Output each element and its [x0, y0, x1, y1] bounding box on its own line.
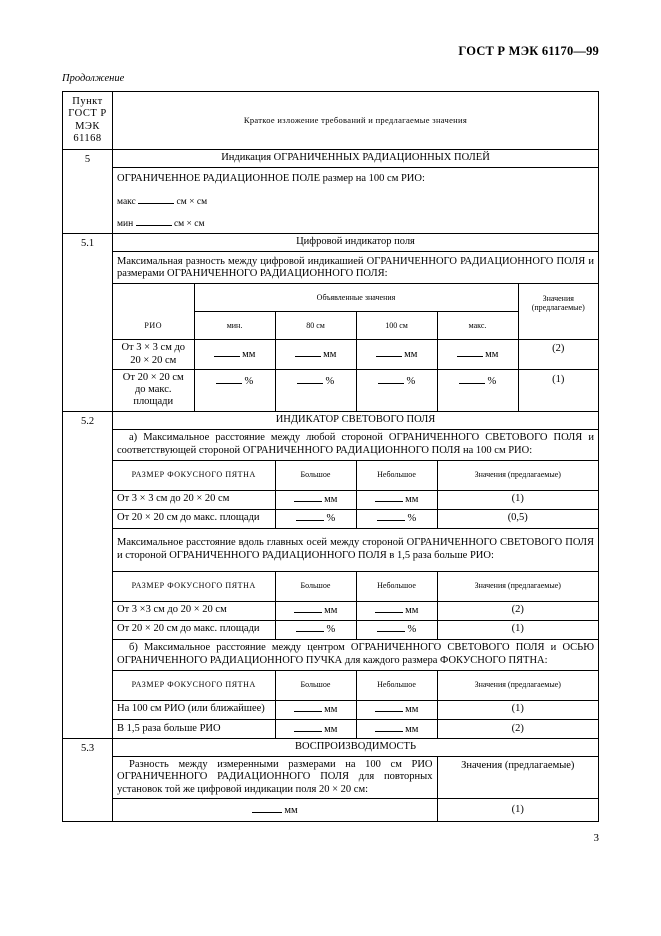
- section-text: Максимальная разность между цифровой индикашией ОГРАНИЧЕННОГО РАДИАЦИОННОГО ПОЛЯ и размерами ОГРАНИЧЕННОГО РАДИАЦИОННОГО ПОЛЯ:: [113, 252, 598, 284]
- rio-header: РИО: [113, 284, 194, 340]
- section-title: Индикация ОГРАНИЧЕННЫХ РАДИАЦИОННЫХ ПОЛЕЙ: [113, 150, 598, 168]
- section-5-1: [63, 234, 599, 412]
- table-row: От 3 × 3 см до 20 × 20 см мм мм мм мм (2): [113, 340, 598, 370]
- page-number: 3: [593, 832, 599, 844]
- proposed-values-header: Значения (предлагаемые): [437, 757, 598, 799]
- table-header-row: [63, 92, 599, 150]
- section-number: 5.2: [63, 411, 113, 739]
- section-text: Разность между измеренными размерами на 100 см РИО ОГРАНИЧЕННОГО РАДИАЦИОННОГО ПОЛЯ для повторных установок той же цифровой индикации поля 20 × 20 см:: [113, 757, 437, 799]
- section-5: [63, 150, 599, 234]
- max-size-blank: [138, 194, 174, 204]
- proposed-values-header: Значения (предлагаемые): [518, 284, 598, 340]
- table-row: От 20 × 20 см до макс. площади % % % % (1): [113, 370, 598, 411]
- clause-number-header: Пункт ГОСТ Р МЭК 61168: [63, 92, 113, 150]
- section-title: ИНДИКАТОР СВЕТОВОГО ПОЛЯ: [113, 412, 598, 430]
- col-min: мин.: [194, 312, 275, 340]
- col-max: макс.: [437, 312, 518, 340]
- table-row: От 20 × 20 см до макс. площади % % (1): [113, 620, 598, 639]
- section-number: 5.1: [63, 234, 113, 412]
- table-row: От 3 ×3 см до 20 × 20 см мм мм (2): [113, 601, 598, 620]
- table-row: В 1,5 раза больше РИО мм мм (2): [113, 719, 598, 738]
- document-code: ГОСТ Р МЭК 61170—99: [458, 44, 599, 58]
- table-row: мм (1): [113, 799, 598, 821]
- declared-values-header: Объявленные значения: [194, 284, 518, 312]
- col-100cm: 100 см: [356, 312, 437, 340]
- section-title: Цифровой индикатор поля: [113, 234, 598, 252]
- table-row: На 100 см РИО (или ближайшее) мм мм (1): [113, 700, 598, 719]
- requirements-header: Краткое изложение требований и предлагаемые значения: [113, 92, 599, 150]
- continuation-label: Продолжение: [62, 73, 125, 84]
- requirements-table: [62, 91, 599, 822]
- section-number: 5: [63, 150, 113, 234]
- requirement-a-text: а) Максимальное расстояние между любой стороной ОГРАНИЧЕННОГО СВЕТОВОГО ПОЛЯ и соответствующей стороной ОГРАНИЧЕННОГО РАДИАЦИОННОГО ПОЛЯ на 100 см РИО:: [113, 429, 598, 460]
- table-row: От 3 × 3 см до 20 × 20 см мм мм (1): [113, 490, 598, 509]
- section-title: ВОСПРОИЗВОДИМОСТЬ: [113, 739, 598, 757]
- section-number: 5.3: [63, 739, 113, 822]
- section-5-2: 5.2 ИНДИКАТОР СВЕТОВОГО ПОЛЯ а) Максимальное расстояние между любой стороной ОГРАНИЧЕННОГО СВЕТОВОГО ПОЛЯ и соответствующей стороной ОГРАНИЧЕННОГО РАДИАЦИОННОГО ПОЛЯ на 100 см РИО: РАЗМЕР ФОКУСНОГО ПЯТНА Большое Небольшое Значения (предлагаемые) От 3 × 3 см до 20 × 20 см мм мм (1) От 20 × 20 см до макс. площади % % (0,5) Максимальное расстояние вдоль главных осей между стороной ОГРАНИЧЕННОГО СВЕТОВОГО ПОЛЯ и стороной ОГРАНИЧЕННОГО РАДИАЦИОННОГО ПОЛЯ в 1,5 раза больше РИО: РАЗМЕР ФОКУСНОГО ПЯТНА Большое Небольшое Значения (предлагаемые) От 3 ×3 см до 20 × 20 см мм мм (2) От 20 × 20 см до макс. площади % % (1) б) Максимальное расстояние между центром ОГРАНИЧЕННОГО СВЕТОВОГО ПОЛЯ и ОСЬЮ ОГРАНИЧЕННОГО РАДИАЦИОННОГО ПУЧКА для каждого размера ФОКУСНОГО ПЯТНА: РАЗМЕР ФОКУСНОГО ПЯТНА Большое Небольшое Значения (предлагаемые) На 100 см РИО (или ближайшее) мм мм (1) В 1,5 раза больше РИО мм мм (2): [63, 411, 599, 739]
- field-size-block: ОГРАНИЧЕННОЕ РАДИАЦИОННОЕ ПОЛЕ размер на 100 см РИО: макс см × см мин см × см: [113, 168, 598, 234]
- min-size-blank: [136, 216, 172, 226]
- requirement-b0-text: Максимальное расстояние вдоль главных осей между стороной ОГРАНИЧЕННОГО СВЕТОВОГО ПОЛЯ и стороной ОГРАНИЧЕННОГО РАДИАЦИОННОГО ПОЛЯ в 1,5 раза больше РИО:: [113, 528, 598, 571]
- table-row: От 20 × 20 см до макс. площади % % (0,5): [113, 509, 598, 528]
- section-5-3: [63, 739, 599, 822]
- col-80cm: 80 см: [275, 312, 356, 340]
- requirement-b-text: б) Максимальное расстояние между центром ОГРАНИЧЕННОГО СВЕТОВОГО ПОЛЯ и ОСЬЮ ОГРАНИЧЕННОГО РАДИАЦИОННОГО ПУЧКА для каждого размера ФОКУСНОГО ПЯТНА:: [113, 639, 598, 670]
